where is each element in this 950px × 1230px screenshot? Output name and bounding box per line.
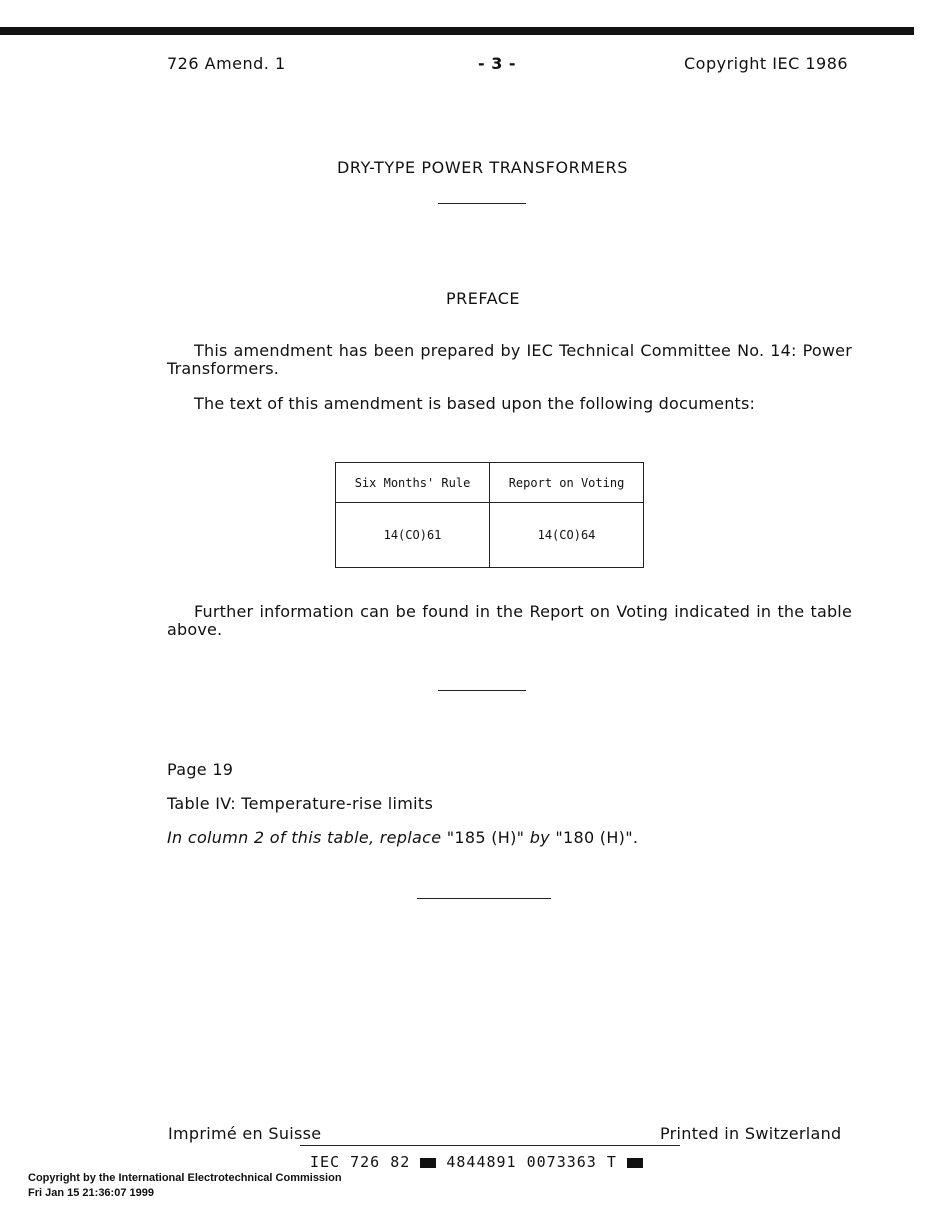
document-code-a: IEC 726 82 <box>310 1153 411 1171</box>
new-value: "180 (H)". <box>555 828 639 847</box>
preface-paragraph-2 <box>167 395 852 413</box>
header-page-number: - 3 - <box>478 54 517 73</box>
copyright-line: Copyright by the International Electrotechnical Commission <box>28 1172 342 1184</box>
black-block-icon <box>627 1158 643 1168</box>
title-divider <box>438 203 526 204</box>
preface-paragraph-1-text: This amendment has been prepared by IEC Technical Committee No. 14: Power Transformers. <box>167 341 852 378</box>
footer-printed: Printed in Switzerland <box>660 1124 842 1143</box>
table-header-six-months-rule: Six Months' Rule <box>336 463 490 503</box>
end-divider <box>417 898 551 899</box>
document-code <box>310 1153 643 1171</box>
instruction-text-a: In column 2 of this table, replace <box>167 828 442 847</box>
instruction-text-b: by <box>529 828 550 847</box>
date-line: Fri Jan 15 21:36:07 1999 <box>28 1187 154 1199</box>
footer-rule <box>300 1145 680 1146</box>
table-cell-report-on-voting: 14(CO)64 <box>490 503 644 568</box>
preface-paragraph-3 <box>167 603 852 639</box>
amendment-instruction <box>167 828 638 847</box>
black-block-icon <box>420 1158 436 1168</box>
table-cell-six-months-rule: 14(CO)61 <box>336 503 490 568</box>
documents-table <box>335 462 644 568</box>
preface-paragraph-2-text: The text of this amendment is based upon the following documents: <box>194 394 756 413</box>
old-value: "185 (H)" <box>446 828 525 847</box>
preface-heading: PREFACE <box>445 289 521 308</box>
document-code-b: 4844891 0073363 T <box>446 1153 617 1171</box>
document-title: DRY-TYPE POWER TRANSFORMERS <box>337 158 628 177</box>
amendment-page-ref: Page 19 <box>167 760 234 779</box>
preface-divider <box>438 690 526 691</box>
table-header-report-on-voting: Report on Voting <box>490 463 644 503</box>
footer-imprime: Imprimé en Suisse <box>168 1124 322 1143</box>
header-copyright: Copyright IEC 1986 <box>684 54 849 73</box>
top-border-bar <box>0 27 914 35</box>
preface-paragraph-3-text: Further information can be found in the Report on Voting indicated in the table above. <box>167 602 852 639</box>
preface-paragraph-1 <box>167 342 852 378</box>
amendment-table-ref: Table IV: Temperature-rise limits <box>167 794 434 813</box>
header-doc-ref: 726 Amend. 1 <box>167 54 286 73</box>
